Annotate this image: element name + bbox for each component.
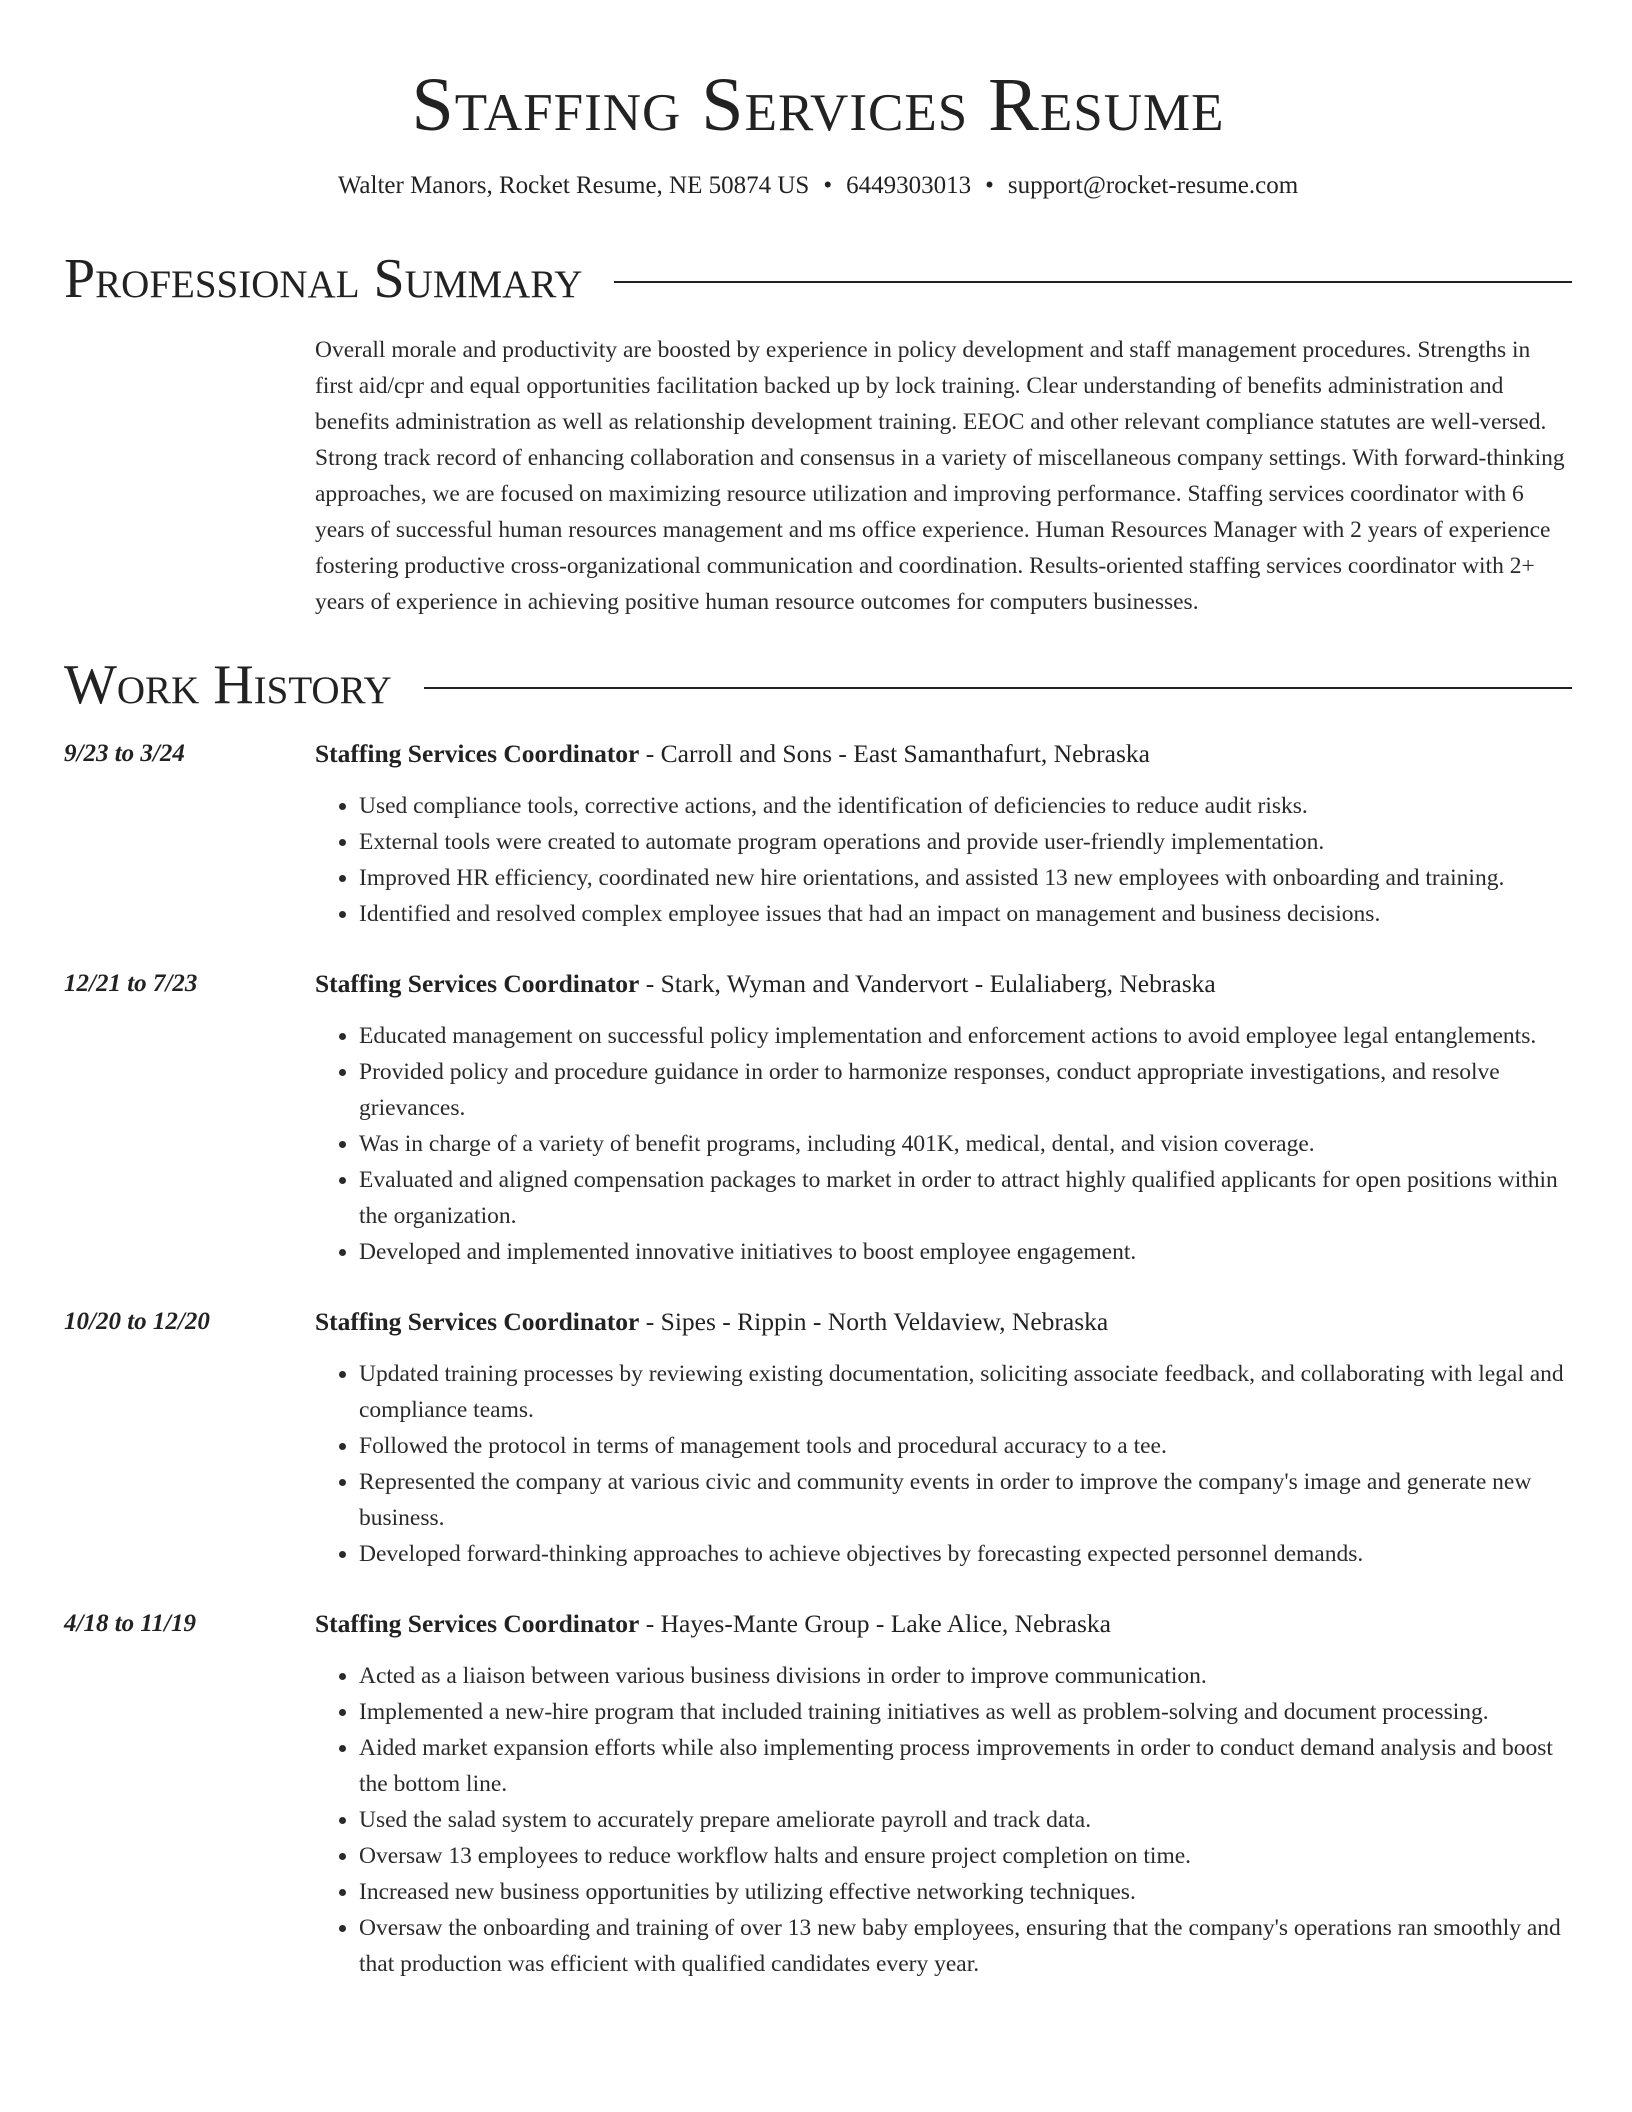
contact-email: support@rocket-resume.com	[1007, 172, 1299, 199]
job-role: Staffing Services Coordinator	[315, 1307, 640, 1336]
job-company-location: - Carroll and Sons - East Samanthafurt, Nebraska	[639, 739, 1150, 768]
job-bullet: • Aided market expansion efforts while also implementing process improvements in order to conduct demand analysis and boost the bottom line.	[359, 1730, 1572, 1802]
job-role: Staffing Services Coordinator	[315, 969, 640, 998]
job-bullet: • Educated management on successful policy implementation and enforcement actions to avoid employee legal entanglements.	[359, 1018, 1572, 1054]
job-header	[315, 1606, 1572, 1642]
job-bullet-list	[315, 788, 1572, 932]
job-bullet-list	[315, 1356, 1572, 1572]
work-history-section-header	[64, 654, 1572, 716]
contact-separator: •	[985, 172, 994, 199]
job-bullet: • Followed the protocol in terms of management tools and procedural accuracy to a tee.	[359, 1428, 1572, 1464]
job-bullet-list	[315, 1018, 1572, 1270]
section-divider	[424, 687, 1572, 689]
job-company-location: - Stark, Wyman and Vandervort - Eulaliaberg, Nebraska	[639, 969, 1216, 998]
job-role: Staffing Services Coordinator	[315, 1609, 640, 1638]
job-bullet: • Represented the company at various civic and community events in order to improve the company's image and generate new business.	[359, 1464, 1572, 1536]
contact-separator: •	[823, 172, 833, 199]
job-entry	[64, 1304, 1572, 1572]
job-bullet: • Used compliance tools, corrective actions, and the identification of deficiencies to reduce audit risks.	[359, 788, 1572, 824]
section-divider	[614, 281, 1572, 283]
job-dates: 4/18 to 11/19	[64, 1610, 196, 1637]
job-bullet: • Developed forward-thinking approaches to achieve objectives by forecasting expected personnel demands.	[359, 1536, 1572, 1572]
job-bullet-list	[315, 1658, 1572, 1982]
job-dates: 9/23 to 3/24	[64, 740, 185, 767]
summary-heading: Professional Summary	[64, 248, 583, 310]
job-bullet: • Used the salad system to accurately prepare ameliorate payroll and track data.	[359, 1802, 1572, 1838]
job-entry	[64, 736, 1572, 932]
job-bullet: • Provided policy and procedure guidance in order to harmonize responses, conduct appropriate investigations, and resolve grievances.	[359, 1054, 1572, 1126]
work-history-list	[64, 736, 1572, 1982]
job-bullet: • Was in charge of a variety of benefit programs, including 401K, medical, dental, and vision coverage.	[359, 1126, 1572, 1162]
job-bullet: • Improved HR efficiency, coordinated new hire orientations, and assisted 13 new employees with onboarding and training.	[359, 860, 1572, 896]
job-header	[315, 736, 1572, 772]
job-header	[315, 966, 1572, 1002]
job-body	[315, 1606, 1572, 1982]
job-body	[315, 1304, 1572, 1572]
job-bullet: • Updated training processes by reviewing existing documentation, soliciting associate feedback, and collaborating with legal and compliance teams.	[359, 1356, 1572, 1428]
contact-phone: 6449303013	[846, 172, 972, 199]
job-body	[315, 966, 1572, 1270]
job-dates: 10/20 to 12/20	[64, 1308, 210, 1335]
job-entry	[64, 966, 1572, 1270]
job-bullet: • Developed and implemented innovative initiatives to boost employee engagement.	[359, 1234, 1572, 1270]
contact-address: Walter Manors, Rocket Resume, NE 50874 US	[337, 172, 810, 199]
job-bullet: • Evaluated and aligned compensation packages to market in order to attract highly qualified applicants for open positions within the organization.	[359, 1162, 1572, 1234]
job-role: Staffing Services Coordinator	[315, 739, 640, 768]
job-header	[315, 1304, 1572, 1340]
job-bullet: • Identified and resolved complex employee issues that had an impact on management and business decisions.	[359, 896, 1572, 932]
job-bullet: • Acted as a liaison between various business divisions in order to improve communication.	[359, 1658, 1572, 1694]
job-bullet: • Oversaw the onboarding and training of over 13 new baby employees, ensuring that the company's operations ran smoothly and that production was efficient with qualified candidates every year.	[359, 1910, 1572, 1982]
resume-title: Staffing Services Resume	[411, 63, 1225, 147]
job-bullet: • Oversaw 13 employees to reduce workflow halts and ensure project completion on time.	[359, 1838, 1572, 1874]
resume-page	[64, 0, 1572, 1982]
job-bullet: • Implemented a new-hire program that included training initiatives as well as problem-solving and document processing.	[359, 1694, 1572, 1730]
job-company-location: - Hayes-Mante Group - Lake Alice, Nebraska	[639, 1609, 1111, 1638]
summary-text: Overall morale and productivity are boosted by experience in policy development and staff management procedures. Strengths in first aid/cpr and equal opportunities facilitation backed up by lock training. Clear understanding of benefits administration and benefits administration as well as relationship development training. EEOC and other relevant compliance statutes are well-versed. Strong track record of enhancing collaboration and consensus in a variety of miscellaneous company settings. With forward-thinking approaches, we are focused on maximizing resource utilization and improving performance. Staffing services coordinator with 6 years of successful human resources management and ms office experience. Human Resources Manager with 2 years of experience fostering productive cross-organizational communication and coordination. Results-oriented staffing services coordinator with 2+ years of experience in achieving positive human resource outcomes for computers businesses.	[315, 337, 1565, 615]
job-company-location: - Sipes - Rippin - North Veldaview, Nebraska	[639, 1307, 1109, 1336]
summary-section-header	[64, 248, 1572, 310]
work-history-heading: Work History	[64, 654, 392, 716]
job-dates: 12/21 to 7/23	[64, 970, 198, 997]
job-bullet: • External tools were created to automate program operations and provide user-friendly implementation.	[359, 824, 1572, 860]
contact-line	[64, 170, 1572, 202]
job-body	[315, 736, 1572, 932]
job-bullet: • Increased new business opportunities by utilizing effective networking techniques.	[359, 1874, 1572, 1910]
job-entry	[64, 1606, 1572, 1982]
